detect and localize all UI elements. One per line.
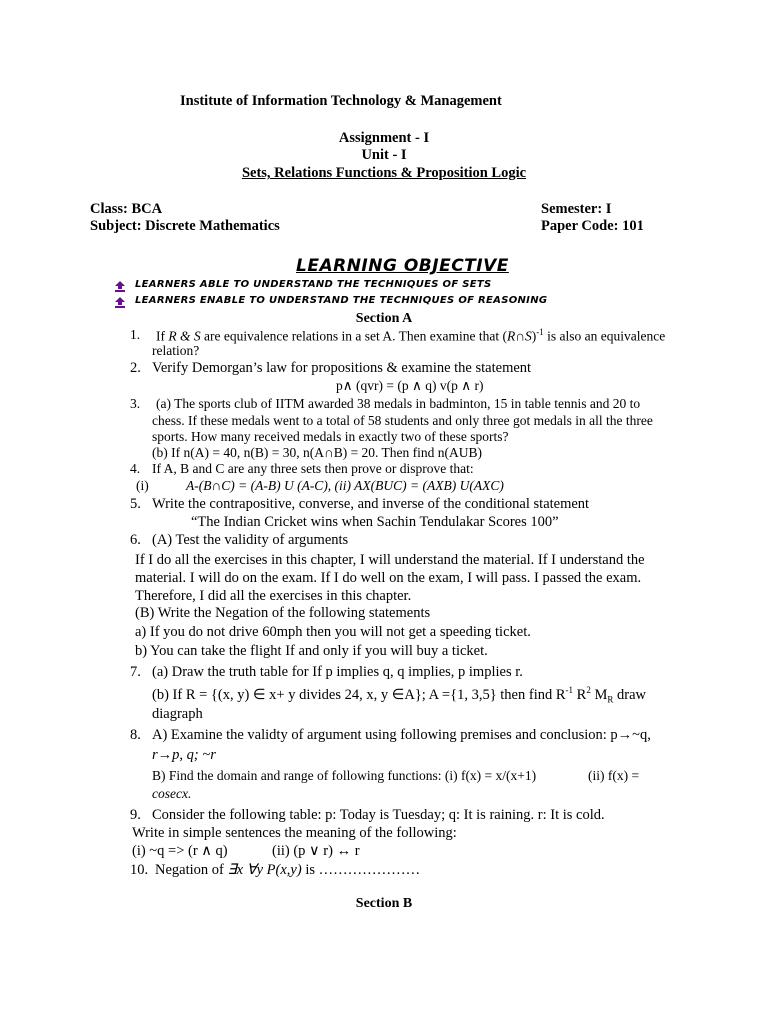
question-3-line-3: sports. How many received medals in exactly two of these sports?: [152, 429, 509, 444]
question-2-formula: p∧ (qvr) = (p ∧ q) v(p ∧ r): [336, 378, 484, 393]
question-8-line-3a: B) Find the domain and range of following functions: (i) f(x) = x/(x+1): [152, 768, 537, 783]
question-5-line-1: Write the contrapositive, converse, and inverse of the conditional statement: [152, 496, 590, 512]
q7-text: M: [590, 686, 608, 703]
question-number: 10.: [130, 862, 149, 878]
question-4-line-1: If A, B and C are any three sets then prove or disprove that:: [152, 461, 474, 476]
question-3-line-4: (b) If n(A) = 40, n(B) = 30, n(A∩B) = 20. Then find n(AUB): [152, 445, 483, 460]
q1-text: If: [156, 328, 169, 344]
question-7-line-2: [152, 685, 646, 705]
institute-name: Institute of Information Technology & Management: [180, 93, 502, 109]
q10-formula: ∃x ∀y P(x,y): [227, 862, 302, 878]
q7-text: (b) If R = {(x, y) ∈ x+ y divides 24, x, y ∈A}; A ={1, 3,5} then find R: [152, 686, 566, 703]
unit-title: Unit - I: [361, 147, 407, 163]
question-8-line-3b: (ii) f(x) =: [588, 768, 640, 783]
question-10-line-1: [155, 862, 420, 879]
question-5-statement: “The Indian Cricket wins when Sachin Tendulakar Scores 100”: [191, 514, 559, 530]
q7-superscript: -1: [565, 685, 574, 695]
q1-r: R: [507, 328, 516, 344]
question-number: 5.: [130, 496, 141, 512]
question-8-line-1: A) Examine the validty of argument using following premises and conclusion: p→~q,: [152, 727, 651, 743]
question-4-roman-i: (i): [136, 478, 149, 493]
question-9-line-2: Write in simple sentences the meaning of the following:: [132, 825, 457, 841]
question-7-line-1: (a) Draw the truth table for If p implies q, q implies, p implies r.: [152, 664, 523, 680]
question-number: 2.: [130, 360, 141, 376]
question-9-line-3b: (ii) (p ∨ r) ↔ r: [272, 843, 360, 859]
question-6-line-1: (A) Test the validity of arguments: [152, 532, 349, 548]
section-a-heading: Section A: [355, 311, 413, 326]
question-number: 7.: [130, 664, 141, 680]
question-9-line-3a: (i) ~q => (r ∧ q): [132, 843, 228, 859]
subject-label: Subject: Discrete Mathematics: [90, 218, 280, 234]
question-8-line-4: cosecx.: [152, 786, 192, 801]
learning-objective-title: LEARNING OBJECTIVE: [296, 256, 509, 276]
assignment-title: Assignment - I: [338, 130, 430, 146]
q7-superscript: 2: [586, 685, 591, 695]
question-6-item-b: b) You can take the flight If and only if you will buy a ticket.: [135, 643, 488, 659]
q10-text: is …………………: [301, 862, 421, 878]
q7-subscript: R: [607, 694, 614, 705]
question-number: 6.: [130, 532, 141, 548]
q7-text: R: [573, 686, 587, 703]
paper-code-label: Paper Code: 101: [541, 218, 644, 234]
question-6-line-5: (B) Write the Negation of the following statements: [135, 605, 431, 621]
q1-paren: ): [531, 328, 537, 344]
question-number: 8.: [130, 727, 141, 743]
question-number: 3.: [130, 396, 141, 411]
q10-text: Negation of: [155, 862, 228, 878]
question-number: 1.: [130, 327, 141, 342]
q7-text: draw: [613, 686, 646, 703]
question-6-line-4: Therefore, I did all the exercises in this chapter.: [135, 588, 412, 604]
class-label: Class: BCA: [90, 201, 163, 217]
arrow-bullet-icon: [114, 297, 126, 309]
question-number: 9.: [130, 807, 141, 823]
objective-item-1: LEARNERS ABLE TO UNDERSTAND THE TECHNIQUES OF SETS: [135, 279, 492, 290]
question-6-line-2: If I do all the exercises in this chapter, I will understand the material. If I understand the: [135, 552, 645, 568]
q1-text: is also an equivalence: [543, 328, 666, 344]
question-9-line-1: Consider the following table: p: Today is Tuesday; q: It is raining. r: It is cold.: [152, 807, 605, 823]
question-2-line-1: Verify Demorgan’s law for propositions & examine the statement: [152, 360, 532, 376]
q1-superscript: -1: [536, 327, 544, 337]
question-6-line-3: material. I will do on the exam. If I do well on the exam, I will pass. I passed the exam.: [135, 570, 642, 586]
question-3-line-2: chess. If these medals went to a total of 58 students and only three got medals in all the three: [152, 413, 653, 428]
question-1-line-1: [156, 327, 665, 345]
question-3-line-1: (a) The sports club of IITM awarded 38 medals in badminton, 15 in table tennis and 20 to: [156, 396, 641, 411]
question-4-line-2: A-(B∩C) = (A-B) U (A-C), (ii) AX(BUC) = (AXB) U(AXC): [186, 478, 504, 493]
question-6-item-a: a) If you do not drive 60mph then you will not get a speeding ticket.: [135, 624, 531, 640]
question-1-line-2: relation?: [152, 343, 200, 358]
arrow-bullet-icon: [114, 281, 126, 293]
q1-intersect: ∩: [515, 328, 526, 344]
question-number: 4.: [130, 461, 141, 476]
q1-sets: R & S: [168, 328, 201, 344]
question-7-line-3: diagraph: [152, 706, 203, 722]
section-b-heading: Section B: [355, 896, 413, 911]
q1-text: are equivalence relations in a set A. Then examine that (: [200, 328, 508, 344]
objective-item-2: LEARNERS ENABLE TO UNDERSTAND THE TECHNIQUES OF REASONING: [135, 295, 548, 306]
q1-s: S: [525, 328, 532, 344]
topic-title: Sets, Relations Functions & Proposition Logic: [241, 165, 527, 181]
question-8-line-2: r→p, q; ~r: [152, 747, 216, 763]
semester-label: Semester: I: [541, 201, 612, 217]
